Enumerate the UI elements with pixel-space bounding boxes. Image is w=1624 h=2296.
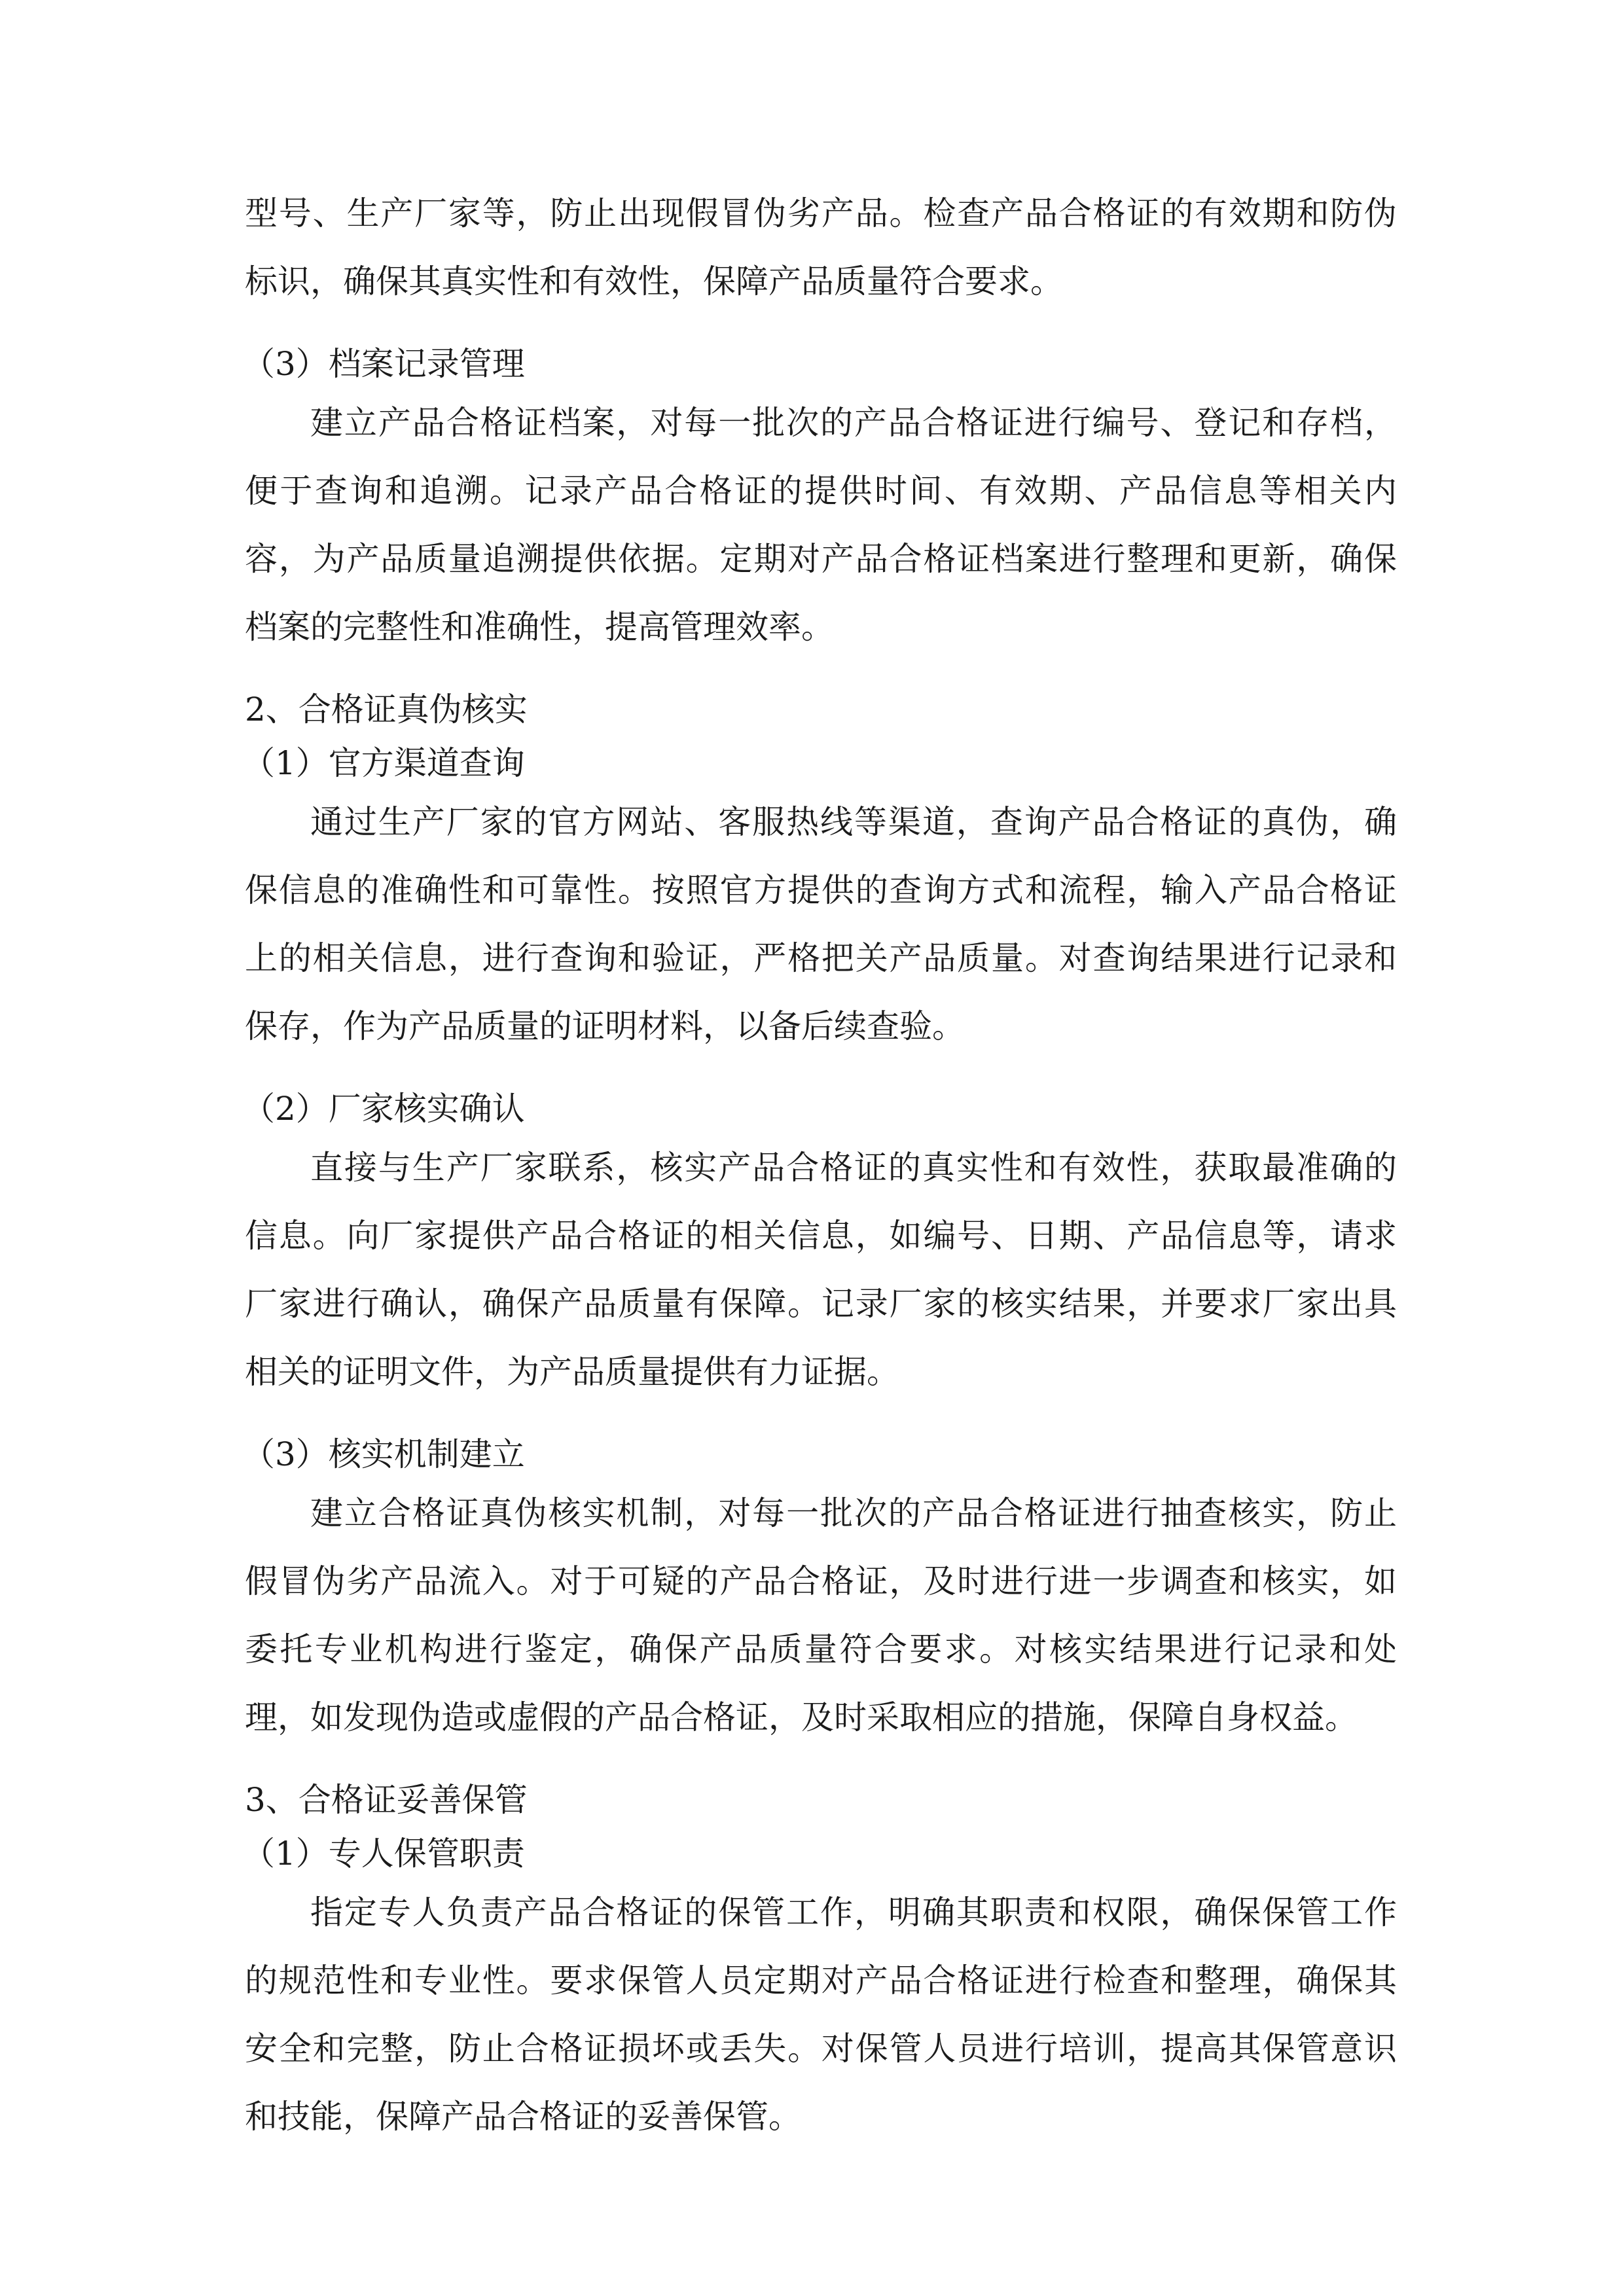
paragraph-line: 直接与生产厂家联系，核实产品合格证的真实性和有效性，获取最准确的	[310, 1149, 1397, 1187]
paragraph-line: 厂家进行确认，确保产品质量有保障。记录厂家的核实结果，并要求厂家出具	[245, 1285, 1397, 1323]
paragraph-line: 型号、生产厂家等，防止出现假冒伪劣产品。检查产品合格证的有效期和防伪	[245, 194, 1397, 232]
subheading-archive-records: （3）档案记录管理	[242, 345, 525, 383]
paragraph-line: 信息。向厂家提供产品合格证的相关信息，如编号、日期、产品信息等，请求	[245, 1217, 1397, 1255]
paragraph-line: 通过生产厂家的官方网站、客服热线等渠道，查询产品合格证的真伪，确	[310, 803, 1397, 841]
paragraph-line: 指定专人负责产品合格证的保管工作，明确其职责和权限，确保保管工作	[310, 1893, 1397, 1931]
heading-safekeeping: 3、合格证妥善保管	[245, 1781, 528, 1819]
paragraph-line: 上的相关信息，进行查询和验证，严格把关产品质量。对查询结果进行记录和	[245, 939, 1397, 977]
paragraph-line: 理，如发现伪造或虚假的产品合格证，及时采取相应的措施，保障自身权益。	[245, 1698, 1358, 1736]
subheading-manufacturer-confirm: （2）厂家核实确认	[242, 1090, 525, 1128]
paragraph-line: 标识，确保其真实性和有效性，保障产品质量符合要求。	[245, 262, 1063, 300]
paragraph-line: 的规范性和专业性。要求保管人员定期对产品合格证进行检查和整理，确保其	[245, 1962, 1397, 2000]
paragraph-line: 建立合格证真伪核实机制，对每一批次的产品合格证进行抽查核实，防止	[310, 1494, 1397, 1532]
subheading-dedicated-custodian: （1）专人保管职责	[242, 1835, 525, 1873]
paragraph-line: 保存，作为产品质量的证明材料，以备后续查验。	[245, 1007, 965, 1045]
paragraph-line: 委托专业机构进行鉴定，确保产品质量符合要求。对核实结果进行记录和处	[245, 1630, 1397, 1668]
paragraph-line: 档案的完整性和准确性，提高管理效率。	[245, 608, 834, 646]
heading-verification: 2、合格证真伪核实	[245, 691, 528, 728]
paragraph-line: 容，为产品质量追溯提供依据。定期对产品合格证档案进行整理和更新，确保	[245, 540, 1397, 578]
paragraph-line: 相关的证明文件，为产品质量提供有力证据。	[245, 1353, 899, 1391]
paragraph-line: 假冒伪劣产品流入。对于可疑的产品合格证，及时进行进一步调查和核实，如	[245, 1562, 1397, 1600]
paragraph-line: 保信息的准确性和可靠性。按照官方提供的查询方式和流程，输入产品合格证	[245, 871, 1397, 909]
paragraph-line: 便于查询和追溯。记录产品合格证的提供时间、有效期、产品信息等相关内	[245, 472, 1397, 510]
subheading-verification-mechanism: （3）核实机制建立	[242, 1435, 525, 1473]
paragraph-line: 建立产品合格证档案，对每一批次的产品合格证进行编号、登记和存档，	[310, 404, 1397, 442]
paragraph-line: 安全和完整，防止合格证损坏或丢失。对保管人员进行培训，提高其保管意识	[245, 2030, 1397, 2068]
paragraph-line: 和技能，保障产品合格证的妥善保管。	[245, 2098, 801, 2136]
subheading-official-channel: （1）官方渠道查询	[242, 744, 525, 782]
